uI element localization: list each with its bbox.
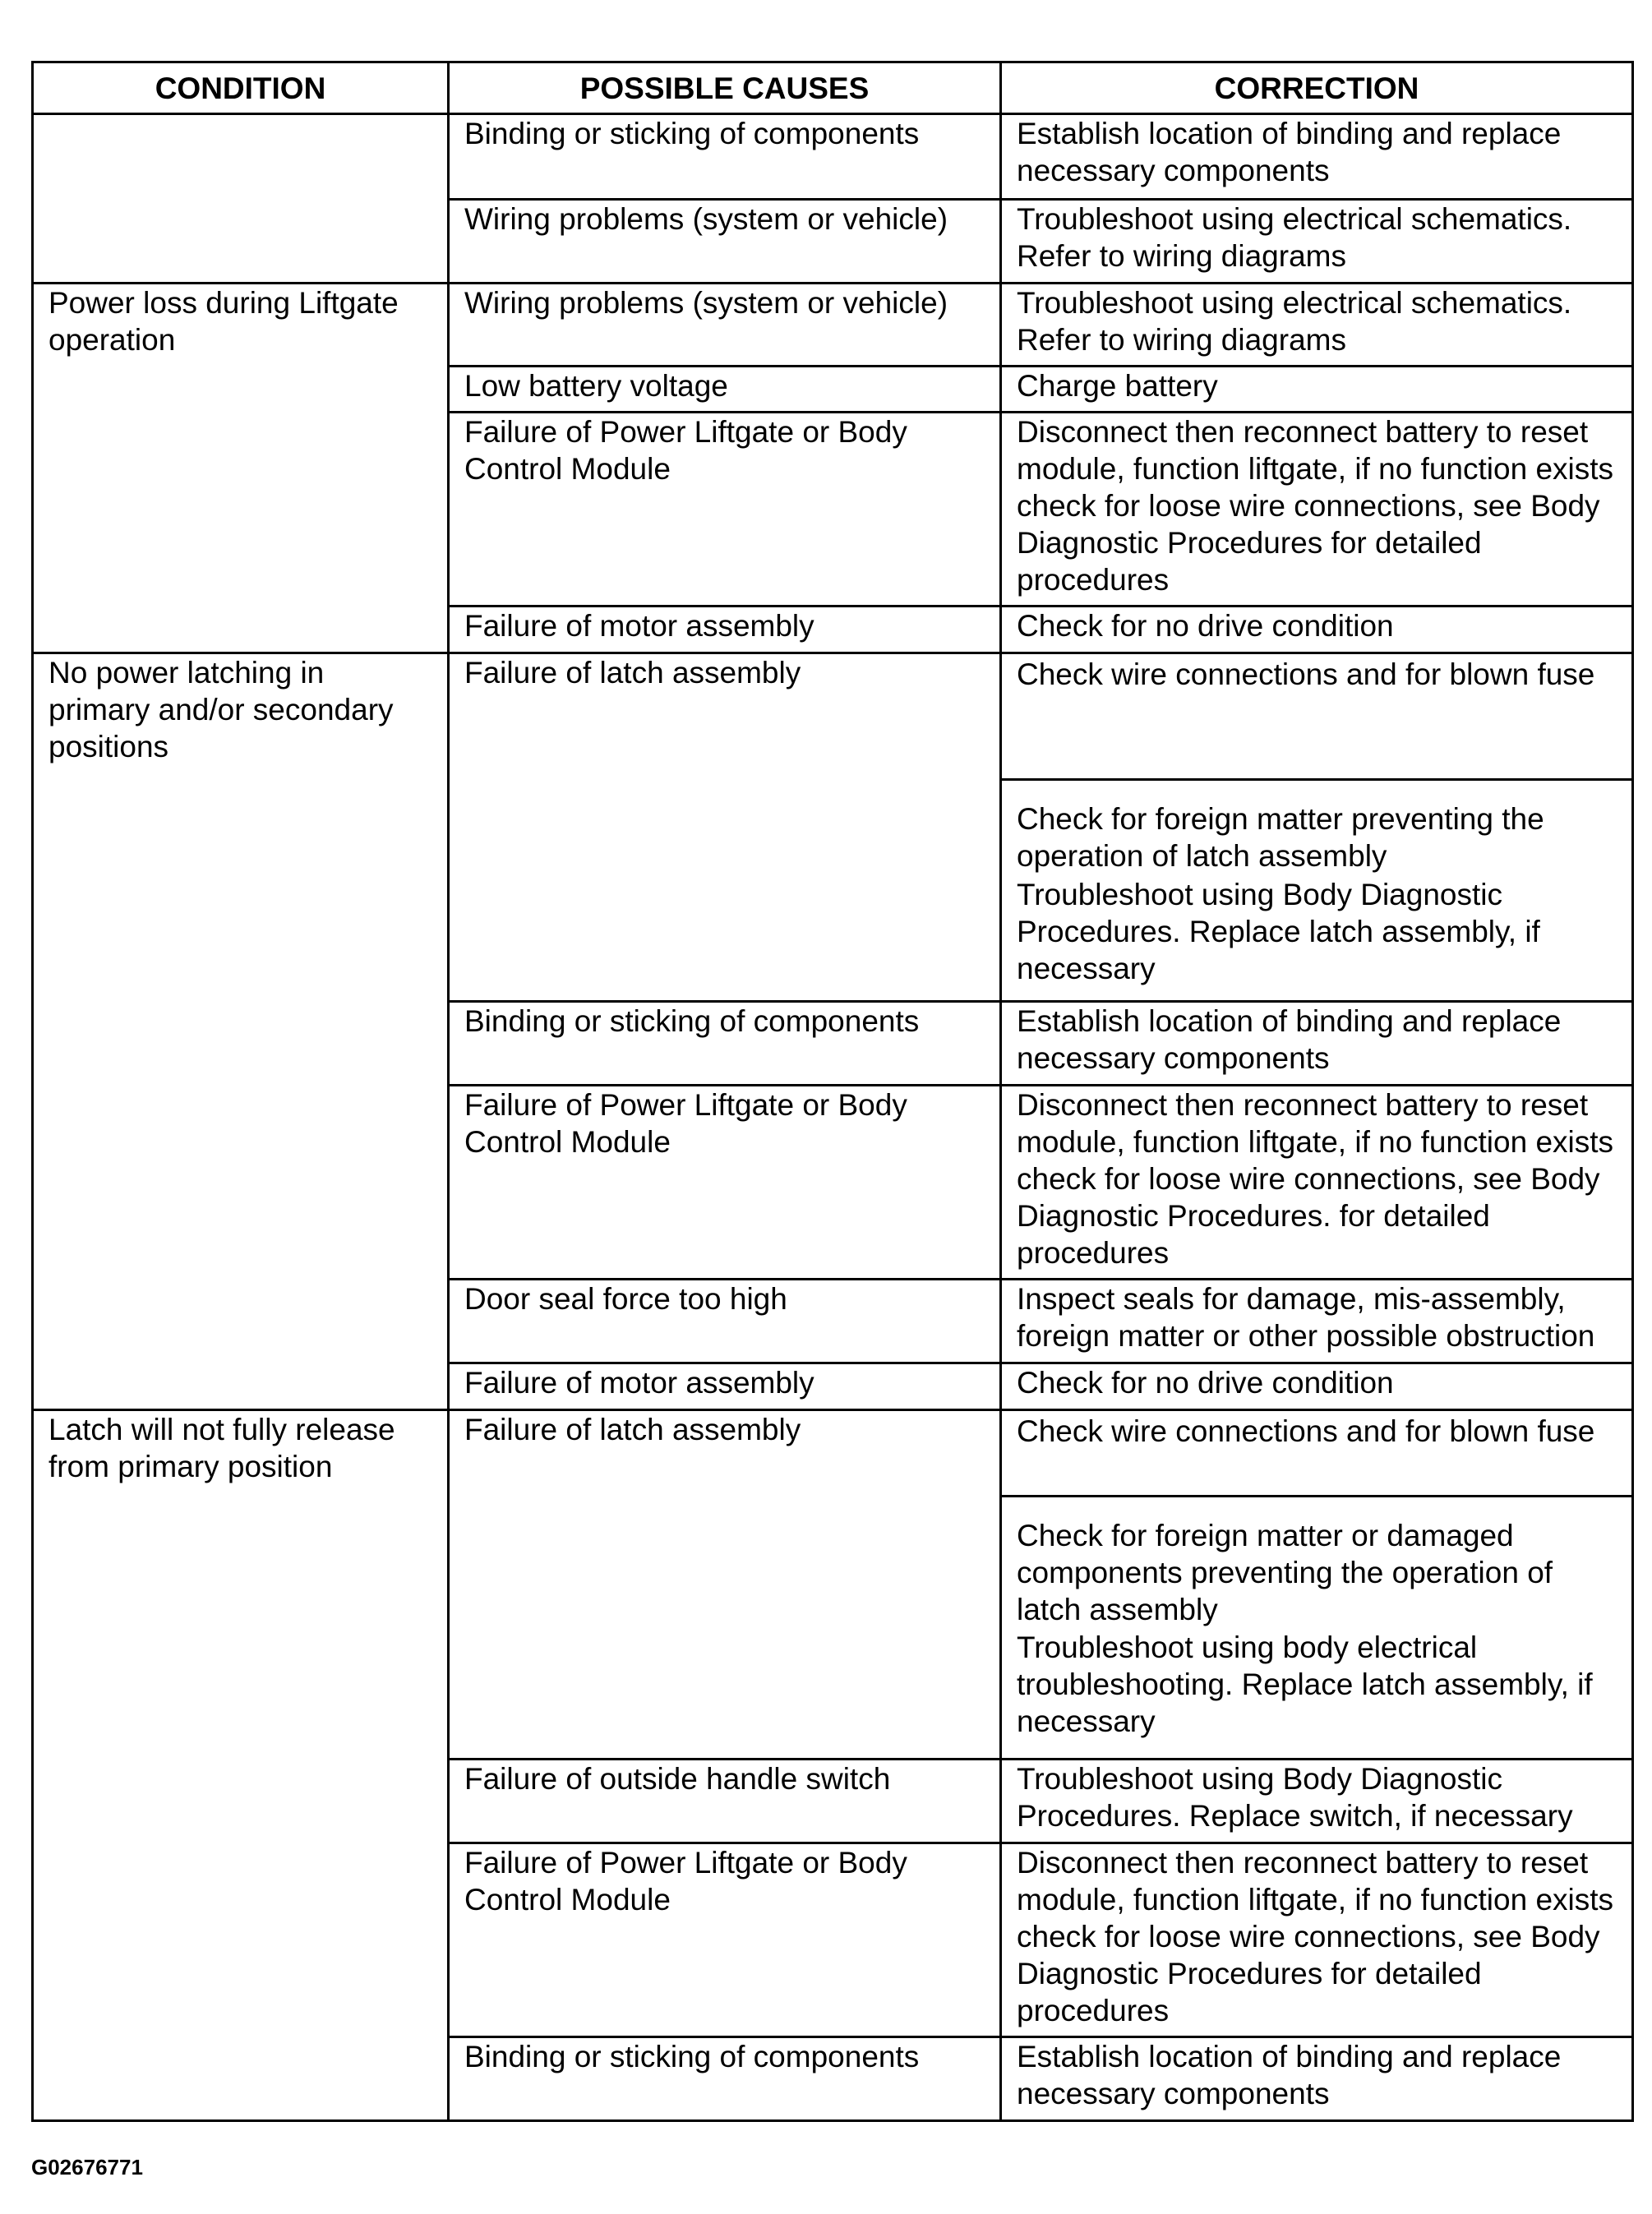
correction-cell: Inspect seals for damage, mis-assembly, foreign matter or other possible obstruction (1001, 1280, 1633, 1363)
cause-cell: Failure of latch assembly (449, 653, 1001, 1002)
header-possible-causes: POSSIBLE CAUSES (449, 62, 1001, 114)
correction-step: Check wire connections and for blown fuse (1002, 1411, 1631, 1497)
correction-cell: Establish location of binding and replace necessary components (1001, 2037, 1633, 2121)
correction-step: Check wire connections and for blown fuse (1002, 654, 1631, 781)
cause-cell: Binding or sticking of components (449, 114, 1001, 200)
diagnosis-table-container (31, 61, 1631, 2122)
correction-step: Troubleshoot using body electrical troubleshooting. Replace latch assembly, if necessary (1017, 1631, 1593, 1738)
correction-cell (1001, 653, 1633, 1002)
correction-cell: Establish location of binding and replace necessary components (1001, 1002, 1633, 1086)
table-row (33, 114, 1633, 200)
cause-cell: Failure of outside handle switch (449, 1760, 1001, 1843)
diagnosis-table (31, 61, 1634, 2122)
cause-cell: Failure of motor assembly (449, 1363, 1001, 1410)
correction-cell: Troubleshoot using electrical schematics. Refer to wiring diagrams (1001, 284, 1633, 367)
correction-cell: Establish location of binding and replace necessary components (1001, 114, 1633, 200)
condition-cell (33, 114, 449, 284)
correction-cell: Charge battery (1001, 367, 1633, 413)
table-row (33, 653, 1633, 1002)
correction-step: Check for foreign matter preventing the operation of latch assembly (1017, 802, 1544, 873)
correction-cell: Check for no drive condition (1001, 1363, 1633, 1410)
header-correction: CORRECTION (1001, 62, 1633, 114)
cause-cell: Failure of Power Liftgate or Body Control Module (449, 1843, 1001, 2037)
header-condition: CONDITION (33, 62, 449, 114)
correction-cell: Disconnect then reconnect battery to reset module, function liftgate, if no function exists check for loose wire connections, see Body Diagnostic Procedures for detailed procedures (1001, 1843, 1633, 2037)
cause-cell: Wiring problems (system or vehicle) (449, 284, 1001, 367)
figure-id: G02676771 (31, 2155, 143, 2179)
correction-step: Troubleshoot using Body Diagnostic Procedures. Replace latch assembly, if necessary (1017, 878, 1540, 985)
table-row (33, 1410, 1633, 1760)
condition-cell: No power latching in primary and/or secondary positions (33, 653, 449, 1410)
correction-cell (1001, 1410, 1633, 1760)
correction-cell: Disconnect then reconnect battery to reset module, function liftgate, if no function exists check for loose wire connections, see Body Diagnostic Procedures. for detailed procedures (1001, 1086, 1633, 1280)
correction-cell: Troubleshoot using Body Diagnostic Procedures. Replace switch, if necessary (1001, 1760, 1633, 1843)
cause-cell: Failure of motor assembly (449, 607, 1001, 653)
cause-cell: Binding or sticking of components (449, 2037, 1001, 2121)
condition-cell: Latch will not fully release from primary position (33, 1410, 449, 2121)
correction-cell: Check for no drive condition (1001, 607, 1633, 653)
table-row (33, 284, 1633, 367)
correction-step: Check for foreign matter or damaged components preventing the operation of latch assembly (1017, 1519, 1553, 1626)
cause-cell: Low battery voltage (449, 367, 1001, 413)
condition-cell: Power loss during Liftgate operation (33, 284, 449, 653)
cause-cell: Failure of latch assembly (449, 1410, 1001, 1760)
correction-cell: Disconnect then reconnect battery to reset module, function liftgate, if no function exists check for loose wire connections, see Body Diagnostic Procedures for detailed procedures (1001, 413, 1633, 607)
header-row (33, 62, 1633, 114)
correction-cell: Troubleshoot using electrical schematics. Refer to wiring diagrams (1001, 200, 1633, 284)
cause-cell: Binding or sticking of components (449, 1002, 1001, 1086)
cause-cell: Failure of Power Liftgate or Body Control Module (449, 1086, 1001, 1280)
cause-cell: Door seal force too high (449, 1280, 1001, 1363)
cause-cell: Failure of Power Liftgate or Body Control Module (449, 413, 1001, 607)
cause-cell: Wiring problems (system or vehicle) (449, 200, 1001, 284)
